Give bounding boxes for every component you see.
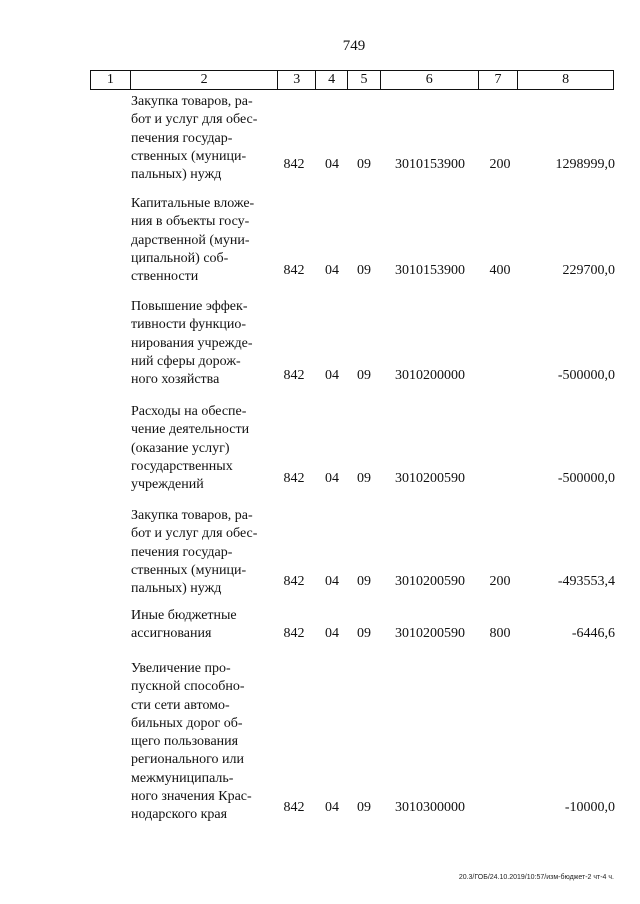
header-col-8: 8: [562, 72, 570, 87]
row-section: 04: [325, 626, 339, 641]
header-col-6: 6: [381, 71, 479, 89]
row-name: Закупка товаров, ра- бот и услуг для обес- печения государ- ственных (муници- пальных) нужд: [131, 508, 258, 597]
row-section: 04: [325, 368, 339, 383]
header-col-7: 7: [479, 71, 519, 89]
row-subsection: 09: [357, 157, 371, 172]
row-amount: -493553,4: [557, 574, 615, 589]
row-target-article: 3010300000: [395, 800, 465, 815]
row-subsection: 09: [357, 368, 371, 383]
row-target-article: 3010200590: [395, 626, 465, 641]
row-target-article: 3010200000: [395, 368, 465, 383]
row-section: 04: [325, 574, 339, 589]
header-col-1: 1: [91, 71, 131, 89]
header-col-3: 3: [278, 71, 316, 89]
row-expense-type: 400: [489, 263, 511, 278]
row-amount: -500000,0: [557, 471, 615, 486]
row-expense-type: 200: [489, 157, 511, 172]
row-name: Расходы на обеспе- чение деятельности (оказание услуг) государственных учреждений: [131, 404, 250, 493]
row-target-article: 3010153900: [395, 157, 465, 172]
row-section: 04: [325, 800, 339, 815]
row-target-article: 3010200590: [395, 574, 465, 589]
row-amount: -6446,6: [571, 626, 615, 641]
row-amount: 229700,0: [562, 263, 615, 278]
row-code-ministry: 842: [283, 157, 305, 172]
row-target-article: 3010200590: [395, 471, 465, 486]
row-expense-type: 800: [489, 626, 511, 641]
row-subsection: 09: [357, 626, 371, 641]
row-subsection: 09: [357, 574, 371, 589]
row-code-ministry: 842: [283, 471, 305, 486]
document-footer-note: 20.3/ГОБ/24.10.2019/10:57/изм-бюджет-2 чт-4 ч.: [458, 874, 614, 881]
row-code-ministry: 842: [283, 368, 305, 383]
row-subsection: 09: [357, 263, 371, 278]
row-name: Иные бюджетные ассигнования: [131, 608, 237, 642]
row-expense-type: 200: [489, 574, 511, 589]
row-name: Закупка товаров, ра- бот и услуг для обес- печения государ- ственных (муници- пальных) нужд: [131, 94, 258, 183]
row-subsection: 09: [357, 471, 371, 486]
row-code-ministry: 842: [283, 263, 305, 278]
row-name: Капитальные вложе- ния в объекты госу- дарственной (муни- ципальной) соб- ственности: [131, 196, 255, 285]
row-section: 04: [325, 471, 339, 486]
row-section: 04: [325, 157, 339, 172]
row-code-ministry: 842: [283, 626, 305, 641]
row-section: 04: [325, 263, 339, 278]
page-number: 749: [342, 38, 366, 54]
row-subsection: 09: [357, 800, 371, 815]
row-amount: 1298999,0: [555, 157, 615, 172]
header-col-2: 2: [131, 71, 278, 89]
row-amount: -10000,0: [564, 800, 615, 815]
row-name: Увеличение про- пускной способно- сти сети автомо- бильных дорог об- щего пользования регионального или межмуниципаль- ного значения Крас- нодарского края: [131, 661, 252, 823]
header-col-4: 4: [316, 71, 348, 89]
row-target-article: 3010153900: [395, 263, 465, 278]
row-code-ministry: 842: [283, 800, 305, 815]
row-name: Повышение эффек- тивности функцио- нирования учрежде- ний сферы дорож- ного хозяйства: [131, 299, 253, 388]
row-amount: -500000,0: [557, 368, 615, 383]
row-code-ministry: 842: [283, 574, 305, 589]
header-col-5: 5: [348, 71, 381, 89]
